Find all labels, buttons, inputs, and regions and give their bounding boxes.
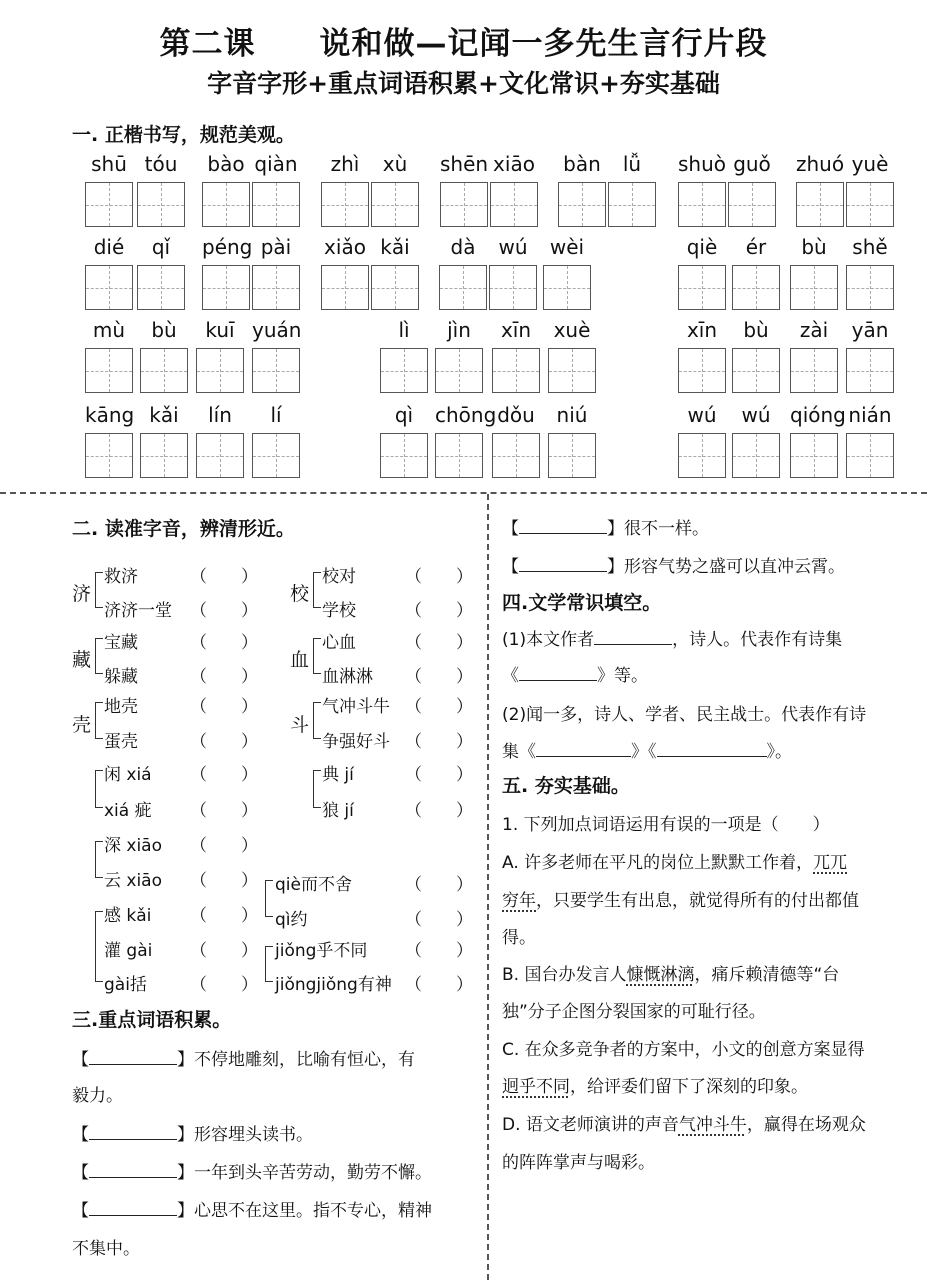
writing-box[interactable] [548,348,596,393]
option-a-dotted2: 穷年 [502,891,536,911]
writing-box[interactable] [543,265,591,310]
section5-heading: 五. 夯实基础。 [502,775,630,797]
answer-parentheses[interactable]: （ ） [190,765,258,785]
bracket-open: 【 [72,1125,89,1145]
group-bracket [95,911,103,982]
pinyin-label: lí [270,403,282,427]
pinyin-label: zài [799,318,829,342]
writing-box[interactable] [252,182,300,227]
writing-box[interactable] [846,265,894,310]
vocab-definition: 形容埋头读书。 [194,1125,313,1145]
bracket-open: 【 [502,519,519,539]
pinyin-label: lǚ [622,152,642,176]
word-item: 血淋淋 [322,667,373,687]
pinyin-label: zhuó [796,152,845,176]
writing-box[interactable] [728,182,776,227]
group-bracket [313,770,321,808]
writing-box[interactable] [196,433,244,478]
pinyin-label: mù [92,318,126,342]
option-c-text2: ，给评委们留下了深刻的印象。 [570,1077,808,1097]
pinyin-label: tóu [144,152,178,176]
lit-q1-line1 [502,625,842,650]
bracket-close: 】 [177,1201,194,1221]
mc-question: 1. 下列加点词语运用有误的一项是（ ） [502,815,830,835]
writing-box[interactable] [558,182,606,227]
group-bracket [95,572,103,608]
option-c-line1[interactable]: C. 在众多竞争者的方案中，小文的创意方案显得 [502,1040,865,1060]
group-character: 血 [290,649,310,671]
option-b-line1[interactable] [502,960,839,985]
word-item: 心血 [322,633,356,653]
word-item: jiǒng乎不同 [275,941,368,961]
group-bracket [95,841,103,878]
answer-parentheses[interactable]: （ ） [190,601,258,621]
answer-blank[interactable] [519,680,597,681]
vocab-item [502,552,845,577]
writing-box[interactable] [202,182,250,227]
group-bracket [265,946,273,982]
writing-box[interactable] [252,265,300,310]
writing-box[interactable] [732,348,780,393]
group-bracket [265,880,273,917]
pinyin-label: bù [151,318,177,342]
pinyin-label: kuī [205,318,235,342]
vocab-item [72,1120,313,1145]
lit-q2-mid: 》《 [631,742,657,762]
divider-vertical [487,494,489,1280]
bracket-open: 【 [72,1201,89,1221]
vocab-item [502,514,709,539]
section1-heading: 一. 正楷书写，规范美观。 [72,124,295,146]
writing-box[interactable] [85,348,133,393]
pinyin-label: lín [208,403,232,427]
word-item: 灌 gài [104,941,153,961]
pinyin-label: jìn [447,318,471,342]
writing-box[interactable] [321,265,369,310]
writing-box[interactable] [790,348,838,393]
word-item: 闲 xiá [104,765,152,785]
lit-q1-close: 》等。 [597,666,648,686]
writing-box[interactable] [678,182,726,227]
pinyin-label: nián [848,403,892,427]
writing-box[interactable] [790,265,838,310]
lit-q1-line2 [502,661,648,686]
group-bracket [95,702,103,739]
writing-box[interactable] [85,433,133,478]
writing-box[interactable] [435,348,483,393]
answer-blank[interactable] [594,644,672,645]
option-a-dotted: 兀兀 [813,853,848,873]
vocab-definition: 不停地雕刻，比喻有恒心，有 [194,1050,415,1070]
answer-parentheses[interactable]: （ ） [190,667,258,687]
option-a-line2 [502,886,859,911]
answer-parentheses[interactable]: （ ） [405,975,473,995]
vocab-definition: 心思不在这里。指不专心，精神 [194,1201,432,1221]
answer-parentheses[interactable]: （ ） [190,732,258,752]
writing-box[interactable] [846,348,894,393]
pinyin-label: guǒ [733,152,771,176]
writing-box[interactable] [548,433,596,478]
answer-blank[interactable] [657,756,767,757]
page-title: 第二课 说和做—记闻一多先生言行片段 [159,26,768,62]
writing-box[interactable] [732,265,780,310]
pinyin-label: bào [207,152,245,176]
pinyin-label: qiè [686,235,718,259]
word-item: qì约 [275,910,308,930]
writing-box[interactable] [321,182,369,227]
writing-box[interactable] [140,433,188,478]
writing-box[interactable] [371,265,419,310]
option-b-line2: 独”分子企图分裂国家的可耻行径。 [502,1002,766,1022]
vocab-item [72,1158,432,1183]
option-a-line1[interactable] [502,848,847,873]
group-bracket [95,770,103,808]
word-item: 争强好斗 [322,732,390,752]
writing-box[interactable] [732,433,780,478]
writing-box[interactable] [796,182,844,227]
writing-box[interactable] [380,433,428,478]
writing-box[interactable] [790,433,838,478]
writing-box[interactable] [846,433,894,478]
writing-box[interactable] [85,182,133,227]
pinyin-label: shuò [678,152,727,176]
pinyin-label: xù [382,152,408,176]
pinyin-label: xiāo [493,152,535,176]
answer-parentheses[interactable]: （ ） [405,910,473,930]
writing-box[interactable] [371,182,419,227]
vocab-item [72,1196,432,1221]
pinyin-label: wú [687,403,717,427]
pinyin-label: dié [93,235,125,259]
answer-parentheses[interactable]: （ ） [405,633,473,653]
writing-box[interactable] [137,182,185,227]
pinyin-label: kāng [85,403,135,427]
word-item: jiǒngjiǒng有神 [275,975,392,995]
answer-parentheses[interactable]: （ ） [190,633,258,653]
writing-box[interactable] [137,265,185,310]
pinyin-label: péng [202,235,253,259]
pinyin-label: yuè [851,152,889,176]
pinyin-label: bù [743,318,769,342]
bracket-close: 】 [607,557,624,577]
writing-box[interactable] [85,265,133,310]
pinyin-label: dǒu [497,403,535,427]
bracket-close: 】 [177,1125,194,1145]
answer-parentheses[interactable]: （ ） [190,836,258,856]
answer-blank[interactable] [519,533,607,534]
option-b-text2: ，痛斥赖清德等“台 [694,965,840,985]
writing-box[interactable] [440,182,488,227]
pinyin-label: xuè [553,318,591,342]
pinyin-label: wèi [549,235,585,259]
answer-blank[interactable] [536,756,631,757]
pinyin-label: xīn [500,318,532,342]
pinyin-label: shēn [440,152,489,176]
vocab-definition-cont: 不集中。 [72,1239,140,1259]
pinyin-label: lì [398,318,410,342]
pinyin-label: niú [556,403,588,427]
word-item: 狼 jí [322,801,354,821]
writing-box[interactable] [140,348,188,393]
pinyin-label: kǎi [149,403,179,427]
lit-q1-text2: ，诗人。代表作有诗集 [672,630,843,650]
pinyin-label: yān [851,318,889,342]
writing-box[interactable] [489,265,537,310]
word-item: 宝藏 [104,633,138,653]
bracket-open: 【 [502,557,519,577]
lit-q2-line1: (2)闻一多，诗人、学者、民主战士。代表作有诗 [502,705,867,725]
word-item: 地壳 [104,697,138,717]
answer-parentheses[interactable]: （ ） [190,906,258,926]
lit-q1-text: (1)本文作者 [502,630,595,650]
answer-parentheses[interactable]: （ ） [405,875,473,895]
answer-parentheses[interactable]: （ ） [405,941,473,961]
group-character: 济 [72,583,92,605]
pinyin-label: wú [498,235,528,259]
writing-box[interactable] [252,348,300,393]
answer-blank[interactable] [519,571,607,572]
answer-parentheses[interactable]: （ ） [405,765,473,785]
option-c-line2 [502,1072,808,1097]
vocab-definition: 一年到头辛苦劳动，勤劳不懈。 [194,1163,432,1183]
word-item: 校对 [322,567,356,587]
answer-parentheses[interactable]: （ ） [405,667,473,687]
bracket-open: 【 [72,1163,89,1183]
option-b-text: B. 国台办发言人 [502,965,627,985]
writing-box[interactable] [608,182,656,227]
writing-box[interactable] [678,433,726,478]
vocab-item [72,1045,415,1070]
pinyin-label: pài [260,235,292,259]
writing-box[interactable] [490,182,538,227]
lit-q1-open: 《 [502,666,519,686]
group-character: 斗 [290,713,310,736]
page-subtitle: 字音字形+重点词语积累+文化常识+夯实基础 [207,69,720,98]
pinyin-label: shū [91,152,127,176]
section4-heading: 四.文学常识填空。 [502,592,662,614]
pinyin-label: xīn [686,318,718,342]
pinyin-label: bù [801,235,827,259]
divider-horizontal [0,492,927,494]
option-c-dotted: 迥乎不同 [502,1077,570,1097]
word-item: 学校 [322,601,356,621]
group-bracket [313,638,321,674]
word-item: 深 xiāo [104,836,163,856]
answer-parentheses[interactable]: （ ） [190,697,258,717]
writing-box[interactable] [435,433,483,478]
word-item: 救济 [104,567,138,587]
writing-box[interactable] [492,433,540,478]
word-item: 躲藏 [104,667,138,687]
writing-box[interactable] [846,182,894,227]
pinyin-label: xiǎo [324,235,366,259]
answer-blank[interactable] [89,1177,177,1178]
option-d-dotted: 气冲斗牛 [678,1115,747,1135]
pinyin-label: wú [741,403,771,427]
bracket-open: 【 [72,1050,89,1070]
pinyin-label: qǐ [151,235,171,259]
pinyin-label: bàn [563,152,601,176]
word-item: 云 xiāo [104,871,163,891]
writing-box[interactable] [678,265,726,310]
word-item: 典 jí [322,765,354,785]
lit-q2-line2 [502,737,792,762]
answer-parentheses[interactable]: （ ） [190,567,258,587]
answer-parentheses[interactable]: （ ） [405,601,473,621]
answer-parentheses[interactable]: （ ） [405,732,473,752]
option-d-line1[interactable] [502,1110,866,1135]
section3-heading: 三.重点词语积累。 [72,1009,232,1031]
option-d-text: D. 语文老师演讲的声音 [502,1115,679,1135]
answer-parentheses[interactable]: （ ） [190,975,258,995]
option-d-text2: ，赢得在场观众 [746,1115,866,1135]
writing-box[interactable] [439,265,487,310]
word-item: xiá 疵 [104,801,152,821]
bracket-close: 】 [607,519,624,539]
answer-blank[interactable] [89,1215,177,1216]
pinyin-label: chōng [435,403,497,427]
pinyin-label: qì [394,403,414,427]
word-item: 济济一堂 [104,601,172,621]
group-bracket [95,638,103,674]
pinyin-label: ér [745,235,767,259]
word-item: 感 kǎi [104,906,152,926]
option-a-line3: 得。 [502,928,536,948]
writing-box[interactable] [202,265,250,310]
writing-box[interactable] [196,348,244,393]
section2-heading: 二. 读准字音，辨清形近。 [72,518,295,540]
vocab-definition: 形容气势之盛可以直冲云霄。 [624,557,845,577]
writing-box[interactable] [380,348,428,393]
pinyin-label: qióng [790,403,846,427]
pinyin-label: dà [450,235,476,259]
answer-parentheses[interactable]: （ ） [405,801,473,821]
group-bracket [313,702,321,739]
vocab-definition: 很不一样。 [624,519,709,539]
word-item: 蛋壳 [104,732,138,752]
option-d-line2: 的阵阵掌声与喝彩。 [502,1153,655,1173]
bracket-close: 】 [177,1163,194,1183]
answer-parentheses[interactable]: （ ） [190,941,258,961]
word-item: gài括 [104,975,147,995]
group-character: 藏 [72,649,92,671]
word-item: qiè而不舍 [275,875,352,895]
answer-blank[interactable] [89,1064,177,1065]
bracket-close: 】 [177,1050,194,1070]
option-b-dotted: 慷慨淋漓 [626,965,695,985]
pinyin-label: zhì [330,152,360,176]
lit-q2-close: 》。 [766,742,792,762]
lit-q2-open: 集《 [502,742,536,762]
group-character: 壳 [72,713,92,736]
option-a-text2: ，只要学生有出息，就觉得所有的付出都值 [536,891,859,911]
answer-blank[interactable] [89,1139,177,1140]
group-character: 校 [290,583,310,605]
writing-box[interactable] [492,348,540,393]
answer-parentheses[interactable]: （ ） [190,871,258,891]
answer-parentheses[interactable]: （ ） [405,567,473,587]
pinyin-label: yuán [252,318,302,342]
answer-parentheses[interactable]: （ ） [405,697,473,717]
word-item: 气冲斗牛 [322,697,390,717]
answer-parentheses[interactable]: （ ） [190,801,258,821]
group-bracket [313,572,321,608]
writing-box[interactable] [678,348,726,393]
vocab-definition-cont: 毅力。 [72,1086,123,1106]
option-a-text: A. 许多老师在平凡的岗位上默默工作着， [502,853,814,873]
pinyin-label: qiàn [254,152,298,176]
pinyin-label: shě [852,235,888,259]
writing-box[interactable] [252,433,300,478]
pinyin-label: kǎi [380,235,410,259]
